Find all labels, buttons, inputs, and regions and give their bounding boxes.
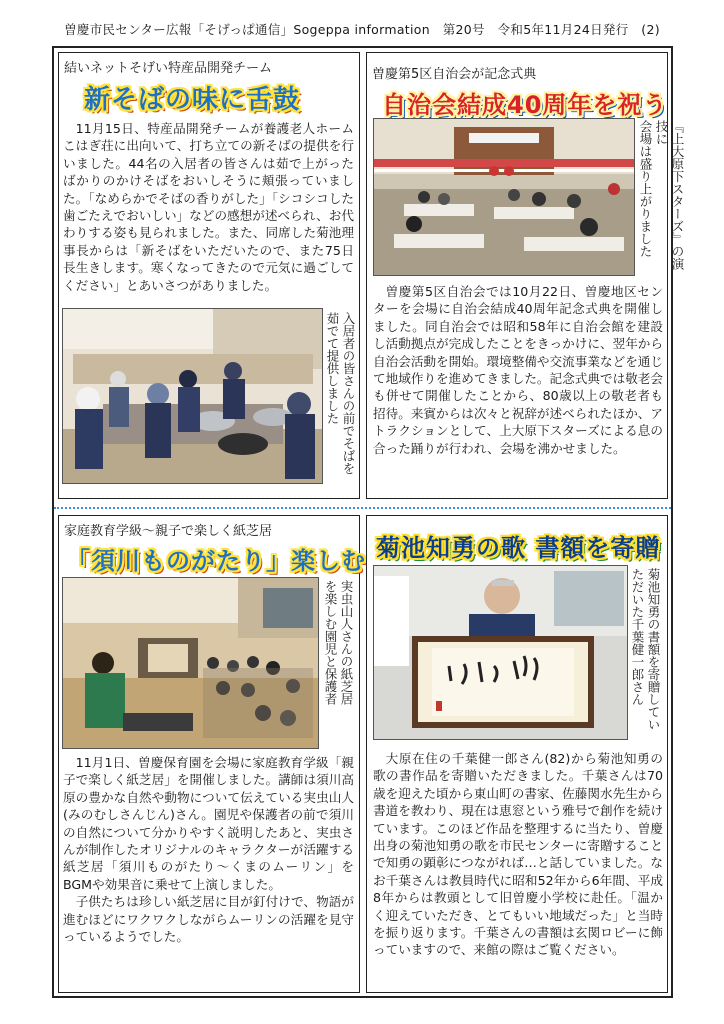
article-soba-headline: 新そばの味に舌鼓 bbox=[84, 85, 301, 115]
article-kamishibai-headline: 「須川ものがたり」楽しむ bbox=[66, 547, 366, 575]
anniversary-event-photo bbox=[373, 118, 635, 276]
soba-serving-photo bbox=[62, 308, 323, 484]
article-anniversary-body bbox=[373, 283, 663, 457]
article-anniversary-kicker: 曽慶第5区自治会が記念式典 bbox=[372, 67, 537, 82]
article-calligraphy-paragraph: 大原在住の千葉健一郎さん(82)から菊池知勇の歌の書作品を寄贈いただきました。千葉さんは70歳を迎えた頃から東山町の書家、佐藤関水先生から書道を教わり、現在は恵窓という雅号で創作を続けています。このほど作品を整理するに当たり、曽慶出身の菊池知勇の歌を市民センターに寄贈することで知勇の顕彰につながれば…と話していました。なお千葉さんは教員時代に昭和52年から6年間、平成8年からは教頭として旧曽慶小学校に赴任。「温かく迎えていただき、とてもいい地域だった」と当時を振り返ります。千葉さんの書額は玄関ロビーに飾っていますので、来館の際はご覧ください。 bbox=[373, 751, 663, 958]
article-kamishibai-paragraph-2: 子供たちは珍しい紙芝居に目が釘付けで、物語が進むほどにワクワクしながらムーリンの活躍を見守っているようでした。 bbox=[63, 894, 354, 945]
article-soba-body bbox=[63, 120, 354, 294]
article-soba-paragraph: 11月15日、特産品開発チームが養護老人ホームこはぎ荘に出向いて、打ち立ての新そばの提供を行いました。44名の入居者の皆さんは茹で上がったばかりのかけそばをおいしそうに頬張っていました。「なめらかでそばの香りがした」「シコシコした歯ごたえでおいしい」などの感想が述べられ、お代わりする姿も見られました。また、同席した菊池理事長からは「新そばをいただいたので、また75日長生きします。寒くなってきたので元気に過ごしてください」とあいさつがありました。 bbox=[63, 121, 354, 293]
kamishibai-photo-caption: 実虫山人さんの紙芝居 を楽しむ園児と保護者 bbox=[323, 580, 354, 705]
soba-photo-caption: 入居者の皆さんの前でそばを 茹でて提供しました bbox=[325, 312, 356, 475]
anniversary-photo-caption: 『上大原下スターズ』の演技に 会場は盛り上がりました bbox=[638, 120, 685, 270]
article-calligraphy-headline: 菊池知勇の歌 書額を寄贈 bbox=[376, 534, 661, 562]
article-kamishibai-body bbox=[63, 754, 354, 945]
calligraphy-photo-caption: 菊池知勇の書額を寄贈してい ただいた千葉健一郎さん bbox=[630, 568, 661, 731]
kamishibai-photo bbox=[62, 577, 319, 749]
article-anniversary-headline: 自治会結成40周年を祝う bbox=[382, 91, 668, 119]
article-calligraphy-body bbox=[373, 750, 663, 959]
section-divider bbox=[54, 507, 671, 509]
calligraphy-donation-photo bbox=[373, 565, 628, 740]
article-kamishibai-kicker: 家庭教育学級～親子で楽しく紙芝居 bbox=[64, 524, 273, 539]
article-soba-kicker: 結いネットそげい特産品開発チーム bbox=[64, 61, 273, 76]
article-anniversary-paragraph: 曽慶第5区自治会では10月22日、曽慶地区センターを会場に自治会結成40周年記念式典を開催しました。同自治会では昭和58年に自治会館を建設し活動拠点が完成したことをきっかけに、翌年から自治会活動を開始。環境整備や交流事業などを通じて地域作りを進めてきました。記念式典では敬老会も併せて開催したことから、80歳以上の敬老者も招待。来賓からは次々と祝辞が述べられたほか、アトラクションとして、上大原下スターズによる息の合った踊りが行われ、会場を沸かせました。 bbox=[373, 284, 663, 456]
newsletter-header: 曽慶市民センター広報「そげっぱ通信」Sogeppa information 第20号 令和5年11月24日発行 (2) bbox=[64, 22, 660, 37]
article-kamishibai-paragraph-1: 11月1日、曽慶保育園を会場に家庭教育学級「親子で楽しく紙芝居」を開催しました。講師は須川高原の豊かな自然や動物について伝えている実虫山人(みのむしさんじん)さん。園児や保護者の前で須川の自然について分かりやすく説明したあと、実虫さんが制作したオリジナルのキャラクターが活躍する紙芝居「須川ものがたり～くまのムーリン」をBGMや効果音に乗せて上演しました。 bbox=[63, 755, 354, 892]
